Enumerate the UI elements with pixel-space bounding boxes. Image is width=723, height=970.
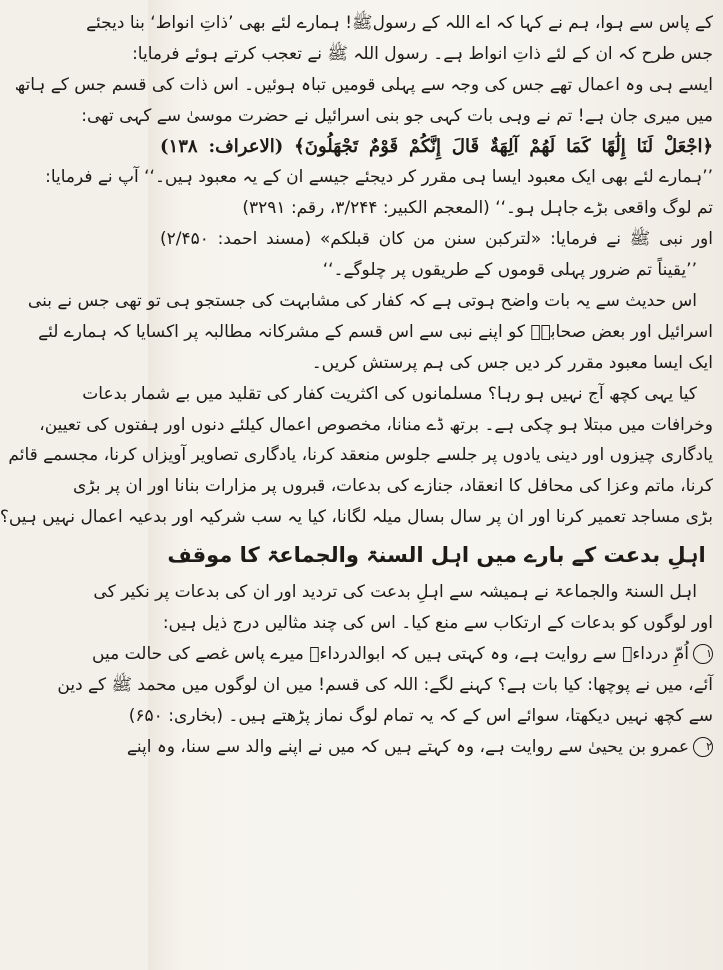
paragraph-line: یادگاری چیزوں اور دینی یادوں پر جلسے جلوس منعقد کرنا، یادگاری تصاویر آویزاں کرنا، مجسمے قائم — [8, 445, 713, 466]
paragraph-line: وخرافات میں مبتلا ہو چکی ہے۔ برتھ ڈے منانا، مخصوص اعمال کیلئے دنوں اور ہفتوں کی تعیین، — [39, 414, 713, 435]
paragraph-line: اہل السنۃ والجماعۃ نے ہمیشہ سے اہلِ بدعت کی تردید اور ان کی بدعات پر نکیر کی — [93, 582, 697, 603]
paragraph-line: کیا یہی کچھ آج نہیں ہو رہا؟ مسلمانوں کی اکثریت کفار کی تقلید میں بے شمار بدعات — [82, 383, 697, 404]
text-line: کے پاس سے ہوا، ہم نے کہا کہ اے اللہ کے رسولﷺ! ہمارے لئے بھی ’ذاتِ انواط‘ بنا دیجئے — [86, 13, 713, 33]
list-item-text: عمرو بن یحییٰ سے روایت ہے، وہ کہتے ہیں کہ میں نے اپنے والد سے سنا، وہ اپنے — [126, 736, 689, 757]
number-marker: ۱ — [693, 644, 713, 664]
paragraph-line: سے کچھ نہیں دیکھتا، سوائے اس کے کہ یہ تمام لوگ نماز پڑھتے ہیں۔ (بخاری: ۶۵۰) — [128, 705, 713, 726]
paragraph-line: اسرائیل اور بعض صحابہؓ کو اپنے نبی سے اس قسم کے مشرکانہ مطالبہ پر اکسایا کہ ہمارے لئے — [38, 321, 713, 342]
text-line: میں میری جان ہے! تم نے وہی بات کہی جو بنی اسرائیل نے حضرت موسیٰ سے کہی تھی: — [81, 105, 713, 126]
text-line: ایسے ہی وہ اعمال تھے جس کی وجہ سے پہلی قومیں تباہ ہوئیں۔ اس ذات کی قسم جس کے ہاتھ — [14, 74, 713, 95]
text-line: تم لوگ واقعی بڑے جاہل ہو۔‘‘ (المعجم الکبیر: ۳/۲۴۴، رقم: ۳۲۹۱) — [242, 198, 713, 219]
paragraph-line: آئے، میں نے پوچھا: کیا بات ہے؟ کہنے لگے: اللہ کی قسم! میں ان لوگوں میں محمد ﷺ کے دین — [57, 674, 713, 695]
number-marker: ۲ — [693, 737, 713, 757]
paragraph-line: بڑی مساجد تعمیر کرنا اور ان پر سال بسال میلہ لگانا، کیا یہ سب شرکیہ اور بدعیہ اعمال نہیں ہیں؟ — [0, 507, 713, 528]
paragraph-line: اس حدیث سے یہ بات واضح ہوتی ہے کہ کفار کی مشابہت کی جستجو ہی تو تھی جس نے بنی — [27, 291, 697, 312]
paragraph-line: کرنا، ماتم وعزا کی محافل کا انعقاد، جنازے کی بدعات، قبروں پر مزارات بنانا اور ان پر بڑی — [73, 476, 713, 497]
text-line: ’’یقیناً تم ضرور پہلی قوموں کے طریقوں پر چلوگے۔‘‘ — [322, 260, 697, 281]
list-item-text: اُمِّ درداءؓ سے روایت ہے، وہ کہتی ہیں کہ ابوالدرداءؓ میرے پاس غصے کی حالت میں — [92, 643, 689, 664]
section-heading: اہلِ بدعت کے بارے میں اہل السنۃ والجماعۃ کا موقف — [167, 543, 706, 568]
paragraph-line: ایک ایسا معبود مقرر کر دیں جس کی ہم پرستش کریں۔ — [311, 352, 713, 373]
paragraph-line: اور لوگوں کو بدعات کے ارتکاب سے منع کیا۔ اس کی چند مثالیں درج ذیل ہیں: — [162, 613, 713, 634]
text-line: جس طرح کہ ان کے لئے ذاتِ انواط ہے۔ رسول اللہ ﷺ نے تعجب کرتے ہوئے فرمایا: — [132, 43, 713, 64]
list-item-1 — [92, 639, 713, 670]
list-item-2 — [126, 732, 713, 763]
hadith-line: اور نبی ﷺ نے فرمایا: «لتركبن سنن من كان قبلكم» (مسند احمد: ۲/۴۵۰) — [160, 229, 713, 250]
quran-verse: ﴿اجْعَلْ لَنَا إِلَٰهًا كَمَا لَهُمْ آلِهَةٌ قَالَ إِنَّكُمْ قَوْمٌ تَجْهَلُونَ﴾ (الاعراف: ۱۳۸) — [160, 135, 713, 157]
text-line: ’’ہمارے لئے بھی ایک معبود ایسا ہی مقرر کر دیجئے جیسے ان کے یہ معبود ہیں۔‘‘ آپ نے فرمایا: — [45, 167, 713, 188]
